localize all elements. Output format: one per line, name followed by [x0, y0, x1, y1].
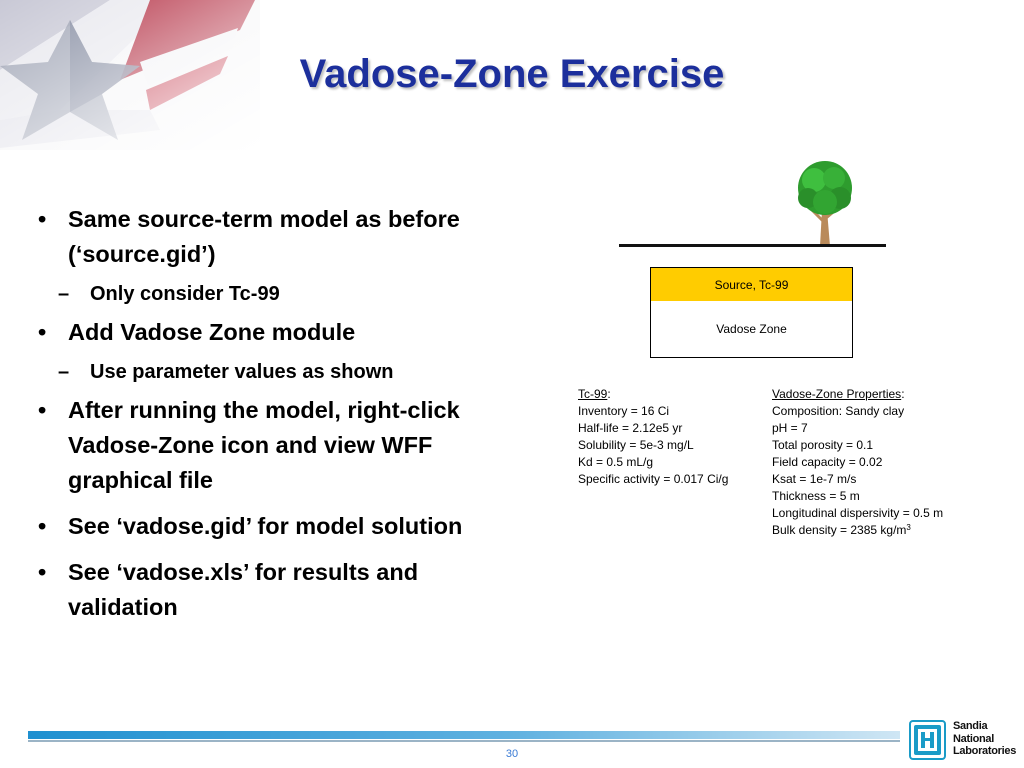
property-line: Half-life = 2.12e5 yr	[578, 421, 683, 435]
property-line: Field capacity = 0.02	[772, 455, 883, 469]
vadose-zone-box: Vadose Zone	[650, 301, 853, 358]
property-line: Specific activity = 0.017 Ci/g	[578, 472, 729, 486]
property-line: Ksat = 1e-7 m/s	[772, 472, 857, 486]
property-line: Thickness = 5 m	[772, 489, 860, 503]
property-line: Total porosity = 0.1	[772, 438, 874, 452]
ground-surface-line	[619, 244, 886, 247]
sandia-logo-icon	[909, 720, 946, 760]
tc99-header: Tc-99:	[578, 387, 611, 401]
property-line: Solubility = 5e-3 mg/L	[578, 438, 694, 452]
sandia-logo	[909, 720, 1019, 762]
dash-icon: –	[58, 361, 70, 383]
property-line: Inventory = 16 Ci	[578, 404, 670, 418]
bullet-item: • See ‘vadose.gid’ for model solution	[38, 509, 508, 544]
bullet-list	[38, 202, 508, 636]
bullet-item: • After running the model, right-click Vadose-Zone icon and view WFF graphical file	[38, 393, 508, 498]
property-line: Longitudinal dispersivity = 0.5 m	[772, 506, 944, 520]
bullet-dot-icon: •	[38, 206, 47, 232]
footer-bar	[28, 731, 900, 739]
bullet-dot-icon: •	[38, 397, 47, 423]
slide-title: Vadose-Zone Exercise	[299, 52, 725, 96]
vadose-properties-header: Vadose-Zone Properties:	[772, 387, 905, 401]
bullet-item: • See ‘vadose.xls’ for results and validation	[38, 555, 508, 625]
bullet-dot-icon: •	[38, 559, 47, 585]
bullet-item: • Add Vadose Zone module	[38, 315, 508, 350]
sub-bullet-item: – Only consider Tc-99	[8, 279, 508, 309]
sub-bullet-item: – Use parameter values as shown	[8, 357, 508, 387]
tree-icon	[792, 160, 858, 250]
source-box: Source, Tc-99	[650, 267, 853, 303]
bullet-item: • Same source-term model as before (‘source.gid’)	[38, 202, 508, 272]
property-line: Composition: Sandy clay	[772, 404, 905, 418]
page-number: 30	[505, 748, 519, 760]
property-line: Kd = 0.5 mL/g	[578, 455, 654, 469]
vadose-zone-properties	[772, 386, 943, 539]
dash-icon: –	[58, 283, 70, 305]
bullet-dot-icon: •	[38, 513, 47, 539]
tc99-properties	[578, 386, 728, 488]
sandia-logo-text: Sandia National Laboratories	[953, 720, 1017, 757]
property-line: pH = 7	[772, 421, 808, 435]
bullet-dot-icon: •	[38, 319, 47, 345]
property-line: Bulk density = 2385 $kg/m^3$	[772, 523, 911, 537]
